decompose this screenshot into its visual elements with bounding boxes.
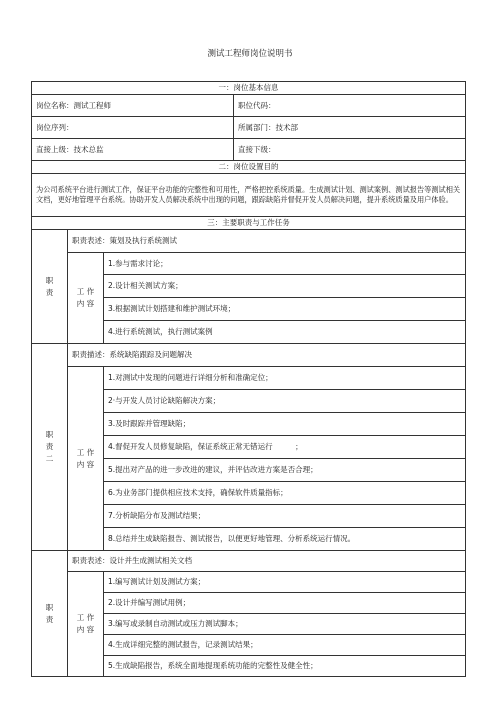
duty-1-task-1: 1.参与需求讨论；	[104, 253, 466, 275]
duty-1-task-2: 2.设计相关测试方案；	[104, 275, 466, 298]
duty-2-label: 职 责 二	[32, 344, 68, 551]
position-sequence-cell: 岗位序列：	[32, 117, 234, 139]
section-duties-row	[32, 217, 466, 230]
duty-3-task-2: 2.设计并编写测试用例；	[104, 593, 466, 614]
document-title: 测试工程师岗位说明书	[207, 49, 293, 59]
section-duties-heading: 三：主要职责与工作任务	[32, 217, 466, 230]
duty-2-head-row	[32, 344, 466, 367]
duty-2-task-8: 8.总结并生成缺陷报告、测试报告，以便更好地管理、分析系统运行情况。	[104, 528, 466, 551]
duty-2-desc: 职责描述：系统缺陷跟踪及问题解决	[68, 344, 466, 367]
duty-2-task-7: 7.分析缺陷分布及测试结果；	[104, 505, 466, 528]
duty-3-task-row	[32, 572, 466, 593]
department-cell: 所属部门：技术部	[234, 117, 466, 139]
position-name-cell: 岗位名称：测试工程师	[32, 95, 234, 117]
duty-2-task-6: 6.为业务部门提供相应技术支持，确保软件质量指标；	[104, 482, 466, 505]
section-basic-heading: 一：岗位基本信息	[32, 82, 466, 95]
duty-3-task-5: 5.生成缺陷报告，系统全面地提现系统功能的完整性及健全性；	[104, 656, 466, 677]
direct-superior-cell: 直接上级：技术总监	[32, 139, 234, 161]
section-purpose-row	[32, 161, 466, 174]
duty-2-task-1: 1.对测试中发现的问题进行详细分析和准确定位；	[104, 367, 466, 390]
purpose-row	[32, 174, 466, 217]
duty-1-desc: 职责表述：策划及执行系统测试	[68, 230, 466, 253]
duty-1-task-3: 3.根据测试计划搭建和维护测试环境；	[104, 298, 466, 321]
position-code-cell: 职位代码：	[234, 95, 466, 117]
section-basic-row	[32, 82, 466, 95]
duty-2-task-4: 4.督促开发人员修复缺陷，保证系统正常无错运行 ；	[104, 436, 466, 459]
purpose-text: 为公司系统平台进行测试工作，保证平台功能的完整性和可用性，严格把控系统质量。生成测试计划、测试案例、测试报告等测试相关文档，更好地管理平台系统。协助开发人员解决系统中出现的问题，跟踪缺陷并督促开发人员解决问题，提升系统质量及用户体验。	[32, 174, 466, 217]
duty-2-task-row	[32, 367, 466, 390]
duty-1-task-4: 4.进行系统测试，执行测试案例	[104, 321, 466, 344]
duty-3-task-1: 1.编写测试计划及测试方案；	[104, 572, 466, 593]
duty-3-desc: 职责表述：设计并生成测试相关文档	[68, 551, 466, 572]
duty-3-label: 职 责	[32, 551, 68, 677]
duty-2-task-5: 5.提出对产品的进一步改进的建议，并评估改进方案是否合理；	[104, 459, 466, 482]
section-purpose-heading: 二：岗位设置目的	[32, 161, 466, 174]
basic-info-row	[32, 95, 466, 117]
duty-3-head-row	[32, 551, 466, 572]
direct-subordinate-cell: 直接下级：	[234, 139, 466, 161]
duty-3-task-3: 3.编写或录制自动测试或压力测试脚本；	[104, 614, 466, 635]
duty-1-label: 职 责	[32, 230, 68, 344]
duty-1-head-row	[32, 230, 466, 253]
duty-2-task-2: 2·与开发人员讨论缺陷解决方案；	[104, 390, 466, 413]
duty-1-task-row	[32, 253, 466, 275]
job-table	[31, 81, 466, 677]
job-description-form	[31, 81, 465, 677]
duty-2-work-label: 工 作 内 容	[68, 367, 104, 551]
basic-info-row	[32, 117, 466, 139]
basic-info-row	[32, 139, 466, 161]
duty-1-work-label: 工 作 内 容	[68, 253, 104, 344]
duty-3-task-4: 4.生成详细完整的测试报告，记录测试结果；	[104, 635, 466, 656]
duty-3-work-label: 工 作 内 容	[68, 572, 104, 677]
duty-2-task-3: 3.及时跟踪并管理缺陷；	[104, 413, 466, 436]
